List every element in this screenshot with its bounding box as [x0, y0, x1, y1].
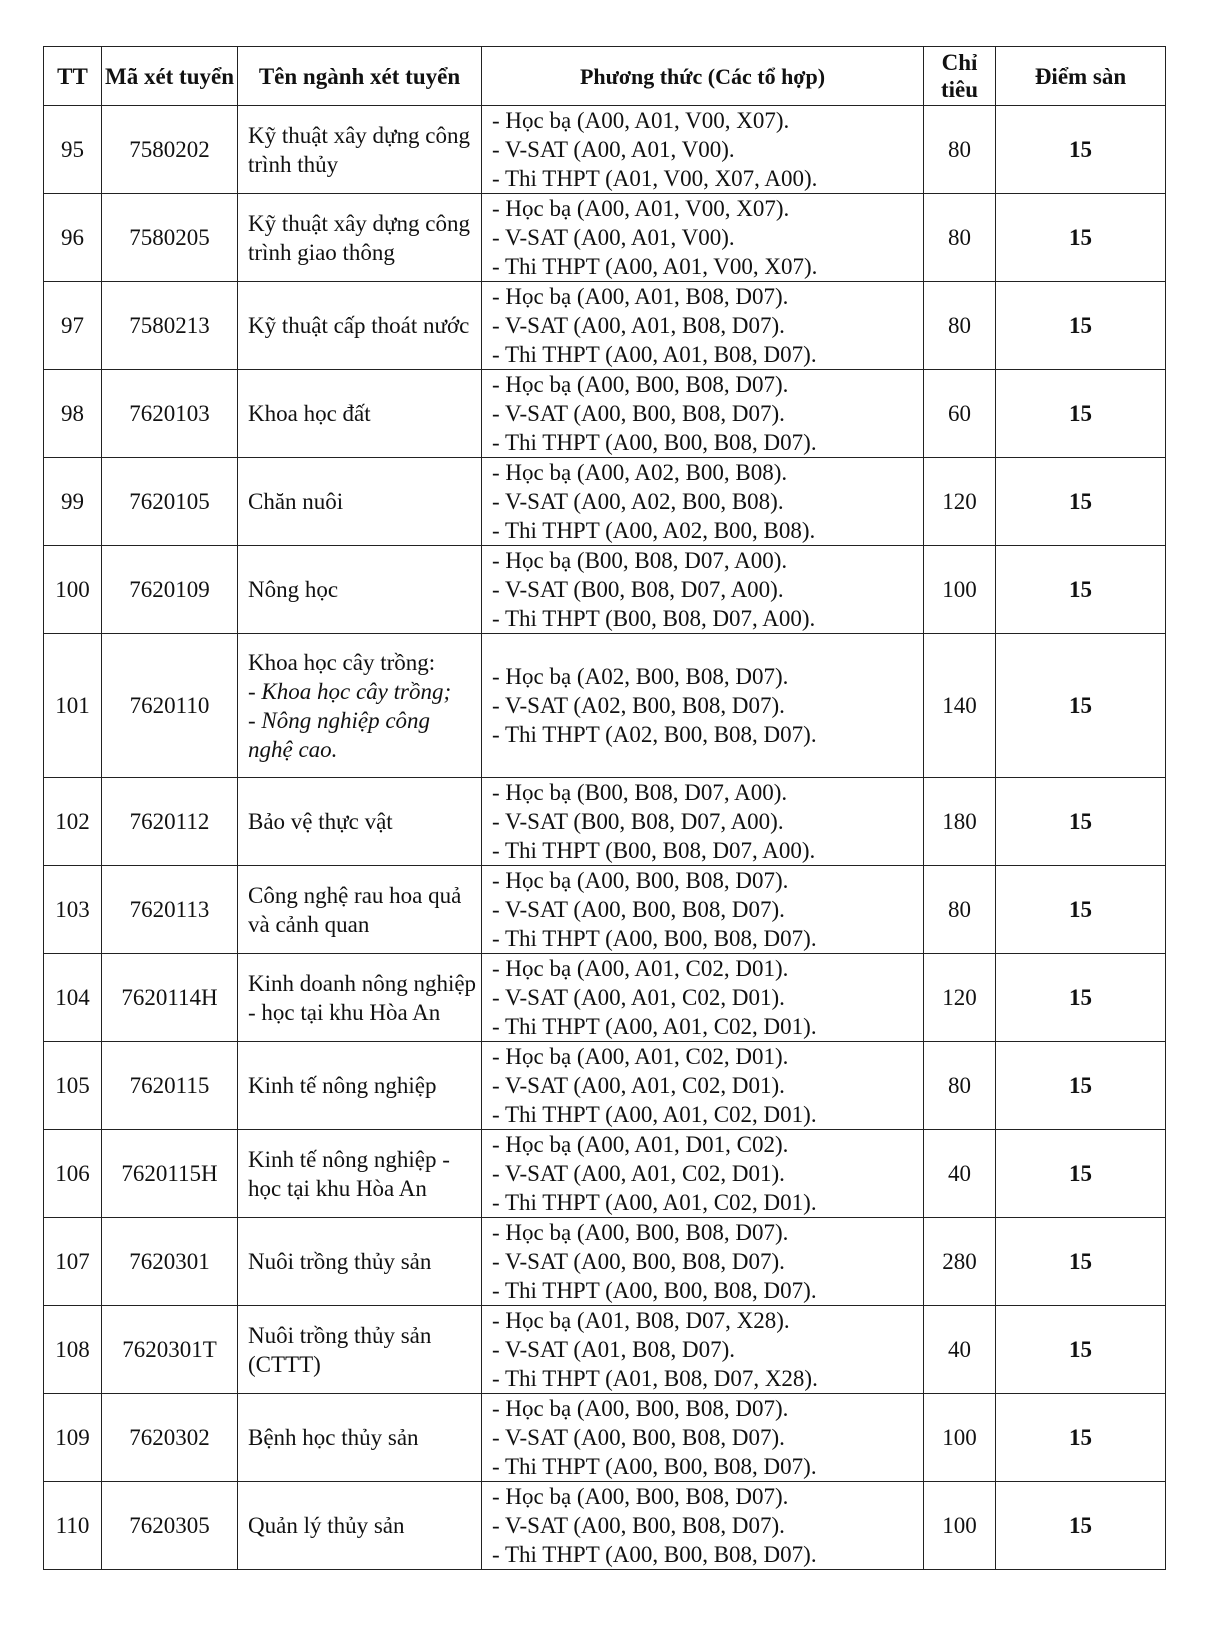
quota: 80: [924, 282, 996, 370]
admission-code: 7620112: [102, 778, 238, 866]
admission-methods: [482, 866, 924, 954]
row-number: 110: [44, 1482, 102, 1570]
admission-code: 7620305: [102, 1482, 238, 1570]
admission-methods: [482, 1130, 924, 1218]
quota: 40: [924, 1306, 996, 1394]
method-line: - Học bạ (A00, A01, V00, X07).: [492, 108, 790, 133]
minimum-score: 15: [996, 1218, 1166, 1306]
admission-methods: [482, 194, 924, 282]
program-specialization: - Khoa học cây trồng;: [248, 678, 452, 704]
admission-code: 7620301: [102, 1218, 238, 1306]
table-row: [44, 778, 1166, 866]
program-specialization: - Nông nghiệp công nghệ cao.: [248, 707, 431, 762]
admission-code: 7620114H: [102, 954, 238, 1042]
admission-methods: [482, 1042, 924, 1130]
table-row: [44, 1218, 1166, 1306]
method-line: - Học bạ (A00, B00, B08, D07).: [492, 1484, 789, 1509]
program-name-text: Kinh tế nông nghiệp - học tại khu Hòa An: [248, 1146, 450, 1201]
method-line: - Học bạ (A00, A01, C02, D01).: [492, 956, 789, 981]
minimum-score: 15: [996, 370, 1166, 458]
admission-methods: [482, 546, 924, 634]
method-line: - V-SAT (A00, B00, B08, D07).: [492, 897, 785, 922]
program-name-text: Kỹ thuật xây dựng công trình thủy: [248, 122, 470, 177]
method-line: - Thi THPT (B00, B08, D07, A00).: [492, 606, 816, 631]
row-number: 106: [44, 1130, 102, 1218]
method-line: - V-SAT (A02, B00, B08, D07).: [492, 693, 785, 718]
program-name-text: Khoa học đất: [248, 401, 371, 426]
minimum-score: 15: [996, 458, 1166, 546]
row-number: 98: [44, 370, 102, 458]
program-name-text: Nuôi trồng thủy sản: [248, 1249, 432, 1274]
method-line: - Thi THPT (A00, A02, B00, B08).: [492, 518, 816, 543]
program-name-text: Kỹ thuật cấp thoát nước: [248, 313, 470, 338]
admission-methods: [482, 282, 924, 370]
quota: 100: [924, 546, 996, 634]
table-row: [44, 866, 1166, 954]
method-line: - V-SAT (A00, A01, V00).: [492, 137, 735, 162]
minimum-score: 15: [996, 1042, 1166, 1130]
admission-methods: [482, 778, 924, 866]
program-name-text: Nuôi trồng thủy sản (CTTT): [248, 1322, 432, 1377]
method-line: - Học bạ (A00, A01, V00, X07).: [492, 196, 790, 221]
method-line: - V-SAT (A00, B00, B08, D07).: [492, 1425, 785, 1450]
admission-code: 7620302: [102, 1394, 238, 1482]
admission-code: 7620115H: [102, 1130, 238, 1218]
minimum-score: 15: [996, 106, 1166, 194]
admission-methods: [482, 1218, 924, 1306]
method-line: - V-SAT (A00, A01, B08, D07).: [492, 313, 785, 338]
minimum-score: 15: [996, 1130, 1166, 1218]
admission-methods: [482, 370, 924, 458]
program-name: [238, 1482, 482, 1570]
admission-code: 7620103: [102, 370, 238, 458]
program-name: [238, 634, 482, 778]
program-name-text: Kinh doanh nông nghiệp - học tại khu Hòa An: [248, 970, 477, 1025]
method-line: - V-SAT (A00, A01, C02, D01).: [492, 1161, 785, 1186]
admission-table: [43, 46, 1166, 1570]
header-name: Tên ngành xét tuyển: [238, 47, 482, 106]
program-name: [238, 194, 482, 282]
program-name: [238, 954, 482, 1042]
table-row: [44, 458, 1166, 546]
program-name: [238, 1130, 482, 1218]
table-row: [44, 634, 1166, 778]
admission-methods: [482, 1394, 924, 1482]
program-name: [238, 866, 482, 954]
table-row: [44, 106, 1166, 194]
method-line: - Thi THPT (A00, B00, B08, D07).: [492, 926, 817, 951]
method-line: - Học bạ (A00, A01, B08, D07).: [492, 284, 789, 309]
table-row: [44, 1306, 1166, 1394]
row-number: 95: [44, 106, 102, 194]
quota: 80: [924, 1042, 996, 1130]
method-line: - V-SAT (A00, A01, V00).: [492, 225, 735, 250]
row-number: 102: [44, 778, 102, 866]
program-name-text: Kinh tế nông nghiệp: [248, 1073, 437, 1098]
method-line: - Thi THPT (A00, B00, B08, D07).: [492, 1454, 817, 1479]
method-line: - V-SAT (A00, A01, C02, D01).: [492, 1073, 785, 1098]
method-line: - V-SAT (B00, B08, D07, A00).: [492, 809, 784, 834]
row-number: 100: [44, 546, 102, 634]
table-row: [44, 370, 1166, 458]
program-name-text: Chăn nuôi: [248, 489, 344, 514]
row-number: 104: [44, 954, 102, 1042]
header-quota: Chỉ tiêu: [924, 47, 996, 106]
method-line: - Thi THPT (A01, B08, D07, X28).: [492, 1366, 818, 1391]
program-name: [238, 1306, 482, 1394]
admission-methods: [482, 106, 924, 194]
method-line: - Học bạ (A02, B00, B08, D07).: [492, 664, 789, 689]
method-line: - Thi THPT (A02, B00, B08, D07).: [492, 722, 817, 747]
program-name: [238, 458, 482, 546]
table-row: [44, 1482, 1166, 1570]
minimum-score: 15: [996, 546, 1166, 634]
program-name-text: Khoa học cây trồng:: [248, 649, 436, 675]
program-name-text: Bảo vệ thực vật: [248, 809, 393, 834]
program-name: [238, 1394, 482, 1482]
quota: 120: [924, 954, 996, 1042]
method-line: - Thi THPT (A00, A01, C02, D01).: [492, 1014, 817, 1039]
quota: 120: [924, 458, 996, 546]
minimum-score: 15: [996, 1394, 1166, 1482]
table-row: [44, 954, 1166, 1042]
admission-methods: [482, 1482, 924, 1570]
quota: 40: [924, 1130, 996, 1218]
table-body: [44, 106, 1166, 1570]
admission-code: 7620105: [102, 458, 238, 546]
method-line: - Học bạ (A00, A02, B00, B08).: [492, 460, 788, 485]
minimum-score: 15: [996, 282, 1166, 370]
program-name: [238, 1218, 482, 1306]
method-line: - V-SAT (A00, B00, B08, D07).: [492, 1513, 785, 1538]
header-score: Điểm sàn: [996, 47, 1166, 106]
method-line: - Thi THPT (A00, B00, B08, D07).: [492, 1278, 817, 1303]
method-line: - Học bạ (A00, B00, B08, D07).: [492, 1220, 789, 1245]
method-line: - Thi THPT (A00, B00, B08, D07).: [492, 1542, 817, 1567]
table-row: [44, 1394, 1166, 1482]
method-line: - Thi THPT (A00, B00, B08, D07).: [492, 430, 817, 455]
row-number: 97: [44, 282, 102, 370]
quota: 140: [924, 634, 996, 778]
table-row: [44, 194, 1166, 282]
program-name: [238, 106, 482, 194]
admission-code: 7620115: [102, 1042, 238, 1130]
method-line: - V-SAT (A00, A01, C02, D01).: [492, 985, 785, 1010]
program-name-text: Nông học: [248, 577, 339, 602]
method-line: - V-SAT (A00, B00, B08, D07).: [492, 1249, 785, 1274]
row-number: 101: [44, 634, 102, 778]
method-line: - Thi THPT (A00, A01, B08, D07).: [492, 342, 817, 367]
method-line: - Học bạ (A00, B00, B08, D07).: [492, 372, 789, 397]
program-name: [238, 370, 482, 458]
minimum-score: 15: [996, 954, 1166, 1042]
quota: 80: [924, 866, 996, 954]
admission-methods: [482, 954, 924, 1042]
minimum-score: 15: [996, 1482, 1166, 1570]
header-row: [44, 47, 1166, 106]
admission-code: 7580213: [102, 282, 238, 370]
admission-code: 7620109: [102, 546, 238, 634]
header-method: Phương thức (Các tổ hợp): [482, 47, 924, 106]
admission-code: 7580205: [102, 194, 238, 282]
row-number: 103: [44, 866, 102, 954]
admission-methods: [482, 634, 924, 778]
row-number: 96: [44, 194, 102, 282]
quota: 100: [924, 1394, 996, 1482]
row-number: 105: [44, 1042, 102, 1130]
method-line: - Thi THPT (A00, A01, V00, X07).: [492, 254, 818, 279]
minimum-score: 15: [996, 634, 1166, 778]
quota: 60: [924, 370, 996, 458]
table-row: [44, 1130, 1166, 1218]
quota: 80: [924, 106, 996, 194]
row-number: 99: [44, 458, 102, 546]
method-line: - V-SAT (A01, B08, D07).: [492, 1337, 736, 1362]
header-tt: TT: [44, 47, 102, 106]
program-name: [238, 546, 482, 634]
admission-methods: [482, 458, 924, 546]
quota: 80: [924, 194, 996, 282]
method-line: - Thi THPT (A01, V00, X07, A00).: [492, 166, 818, 191]
method-line: - Thi THPT (A00, A01, C02, D01).: [492, 1102, 817, 1127]
program-name-text: Bệnh học thủy sản: [248, 1425, 419, 1450]
admission-code: 7620301T: [102, 1306, 238, 1394]
table-row: [44, 546, 1166, 634]
program-name: [238, 1042, 482, 1130]
method-line: - Học bạ (A01, B08, D07, X28).: [492, 1308, 790, 1333]
quota: 180: [924, 778, 996, 866]
quota: 280: [924, 1218, 996, 1306]
method-line: - Học bạ (A00, B00, B08, D07).: [492, 868, 789, 893]
method-line: - Thi THPT (A00, A01, C02, D01).: [492, 1190, 817, 1215]
method-line: - V-SAT (A00, B00, B08, D07).: [492, 401, 785, 426]
program-name-text: Kỹ thuật xây dựng công trình giao thông: [248, 210, 470, 265]
admission-code: 7620110: [102, 634, 238, 778]
table-row: [44, 1042, 1166, 1130]
method-line: - Học bạ (A00, B00, B08, D07).: [492, 1396, 789, 1421]
method-line: - V-SAT (B00, B08, D07, A00).: [492, 577, 784, 602]
program-name: [238, 282, 482, 370]
admission-methods: [482, 1306, 924, 1394]
quota: 100: [924, 1482, 996, 1570]
admission-code: 7580202: [102, 106, 238, 194]
method-line: - Thi THPT (B00, B08, D07, A00).: [492, 838, 816, 863]
minimum-score: 15: [996, 866, 1166, 954]
minimum-score: 15: [996, 778, 1166, 866]
method-line: - Học bạ (B00, B08, D07, A00).: [492, 548, 788, 573]
program-name-text: Quản lý thủy sản: [248, 1513, 405, 1538]
header-code: Mã xét tuyển: [102, 47, 238, 106]
program-name-text: Công nghệ rau hoa quả và cảnh quan: [248, 882, 462, 937]
method-line: - Học bạ (A00, A01, D01, C02).: [492, 1132, 789, 1157]
row-number: 107: [44, 1218, 102, 1306]
table-row: [44, 282, 1166, 370]
row-number: 109: [44, 1394, 102, 1482]
method-line: - Học bạ (A00, A01, C02, D01).: [492, 1044, 789, 1069]
method-line: - Học bạ (B00, B08, D07, A00).: [492, 780, 788, 805]
program-name: [238, 778, 482, 866]
minimum-score: 15: [996, 1306, 1166, 1394]
method-line: - V-SAT (A00, A02, B00, B08).: [492, 489, 784, 514]
minimum-score: 15: [996, 194, 1166, 282]
admission-code: 7620113: [102, 866, 238, 954]
row-number: 108: [44, 1306, 102, 1394]
